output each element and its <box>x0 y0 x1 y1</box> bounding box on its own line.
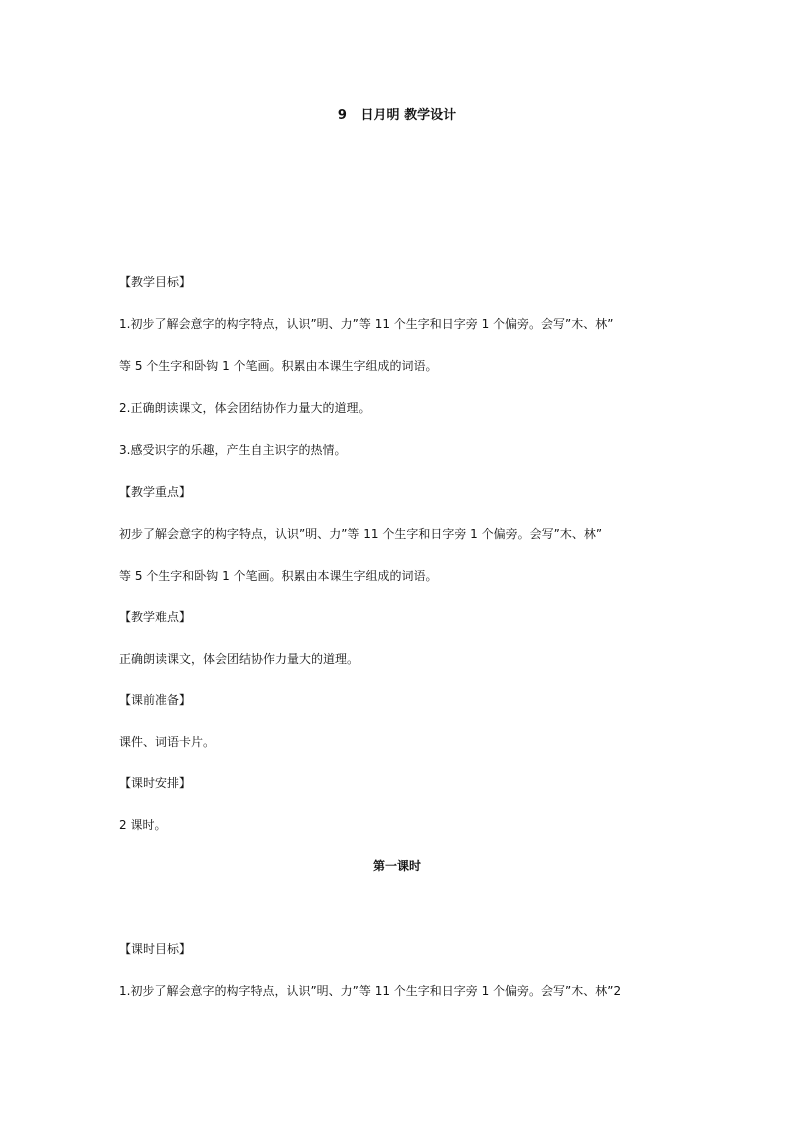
difficulty-text: 正确朗读课文，体会团结协作力量大的道理。 <box>119 652 360 666</box>
schedule-text: 2 课时。 <box>119 818 167 832</box>
schedule-heading: 【课时安排】 <box>119 776 192 790</box>
difficulty-heading: 【教学难点】 <box>119 610 192 624</box>
goal-1-line-2: 等 5 个生字和卧钩 1 个笔画。积累由本课生字组成的词语。 <box>119 359 438 373</box>
lesson-goal-1-line-1: 1.初步了解会意字的构字特点，认识”明、力”等 11 个生字和日字旁 1 个偏旁。会写”木、林”2 <box>119 984 622 998</box>
lesson-goals-heading: 【课时目标】 <box>119 942 192 956</box>
goal-1-line-1: 1.初步了解会意字的构字特点，认识”明、力”等 11 个生字和日字旁 1 个偏旁。会写”木、林” <box>119 317 614 331</box>
key-points-heading: 【教学重点】 <box>119 485 192 499</box>
goal-2: 2.正确朗读课文，体会团结协作力量大的道理。 <box>119 401 371 415</box>
preparation-text: 课件、词语卡片。 <box>119 735 216 749</box>
key-points-line-1: 初步了解会意字的构字特点，认识”明、力”等 11 个生字和日字旁 1 个偏旁。会写”木、林” <box>119 527 603 541</box>
lesson-one-heading: 第一课时 <box>372 859 421 873</box>
preparation-heading: 【课前准备】 <box>119 693 192 707</box>
goals-heading: 【教学目标】 <box>119 275 192 289</box>
key-points-line-2: 等 5 个生字和卧钩 1 个笔画。积累由本课生字组成的词语。 <box>119 569 438 583</box>
document-title: 9 日月明 教学设计 <box>337 108 457 123</box>
goal-3: 3.感受识字的乐趣，产生自主识字的热情。 <box>119 443 347 457</box>
